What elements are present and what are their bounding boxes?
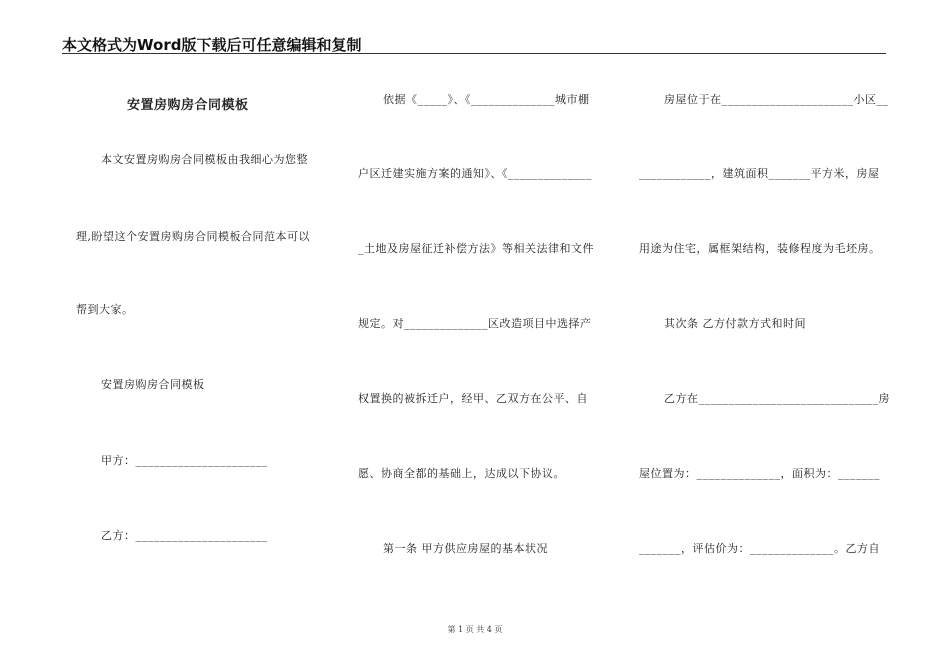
col3-line-5: 乙方在______________________________房 (664, 392, 890, 405)
col2-article-1-heading: 第一条 甲方供应房屋的基本状况 (383, 542, 548, 555)
col2-line-3: _土地及房屋征迁补偿方法》等相关法律和文件 (358, 242, 594, 255)
party-a-field: 甲方：______________________ (101, 454, 268, 467)
header-divider (62, 53, 886, 54)
col2-line-4: 规定。对______________区改造项目中选择产 (358, 317, 592, 330)
page-number: 第 1 页 共 4 页 (447, 625, 503, 634)
document-header: 本文格式为Word版下载后可任意编辑和复制 (62, 36, 362, 54)
col1-line-2: 理,盼望这个安置房购房合同模板合同范本可以 (76, 230, 310, 243)
col3-line-7: _______，评估价为：______________。乙方自 (639, 542, 880, 555)
col2-line-5: 权置换的被拆迁户，经甲、乙双方在公平、自 (358, 392, 588, 405)
col2-line-1: 依据《_____》、《______________城市棚 (383, 93, 590, 106)
document-title: 安置房购房合同模板 (127, 98, 249, 113)
col3-line-1: 房屋位于在______________________小区__ (664, 93, 889, 106)
col2-line-6: 愿、协商全都的基础上，达成以下协议。 (358, 467, 565, 480)
col3-line-6: 屋位置为：______________，面积为：_______ (639, 467, 880, 480)
col1-line-4: 安置房购房合同模板 (101, 378, 205, 391)
col1-line-1: 本文安置房购房合同模板由我细心为您整 (101, 153, 308, 166)
col1-line-3: 帮到大家。 (76, 303, 134, 316)
col2-line-2: 户区迁建实施方案的通知》、《______________ (358, 167, 592, 180)
col3-article-2-heading: 其次条 乙方付款方式和时间 (664, 317, 806, 330)
party-b-field: 乙方：______________________ (101, 529, 268, 542)
col3-line-2: ____________，建筑面积_______平方米，房屋 (639, 167, 880, 180)
col3-line-3: 用途为住宅，属框架结构，装修程度为毛坯房。 (639, 242, 881, 255)
